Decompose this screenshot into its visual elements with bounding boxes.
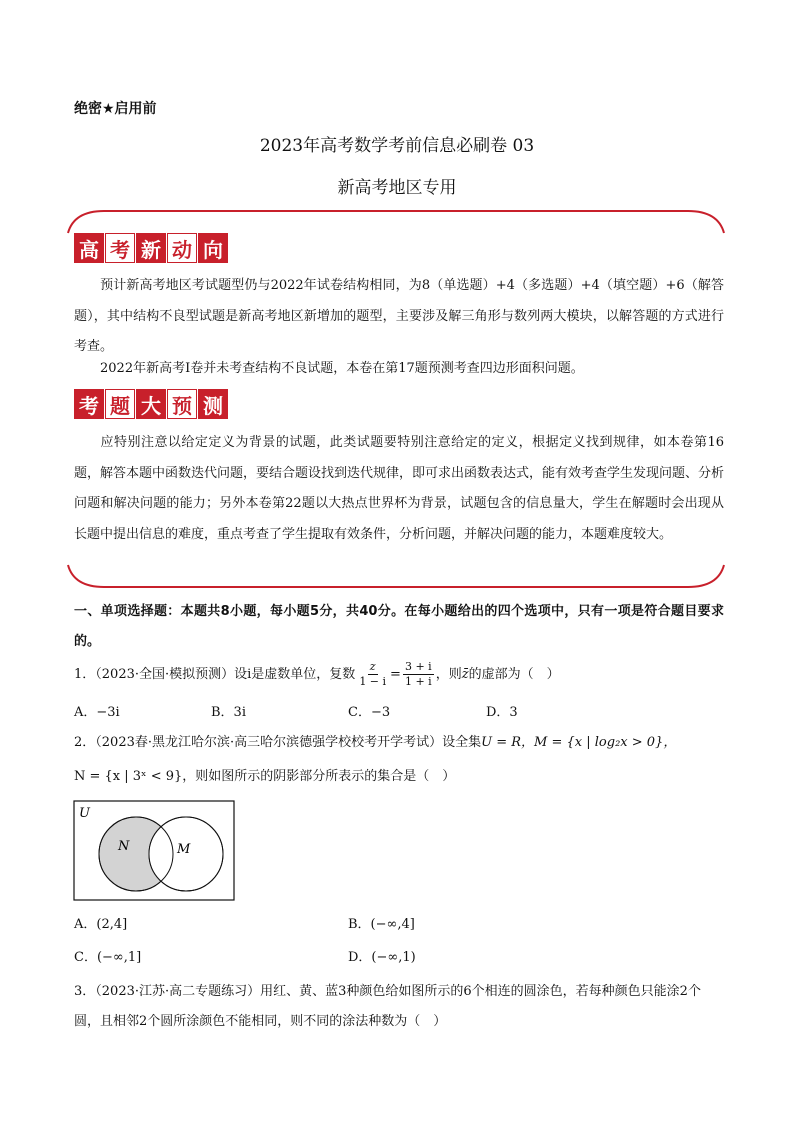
fraction xyxy=(357,660,388,689)
conjugate-z: z̄ xyxy=(461,667,469,682)
badge-char: 测 xyxy=(198,389,228,419)
equals-sign: = xyxy=(390,667,401,682)
question-text: 设全集 xyxy=(442,735,482,750)
q2-option-a: A．(2,4] xyxy=(74,917,128,932)
badge-char: 题 xyxy=(105,389,135,419)
question-number: 3． xyxy=(74,984,96,999)
question-text: ，则 xyxy=(435,667,462,682)
badge-char: 动 xyxy=(167,233,197,263)
q2-option-d: D．(−∞,1) xyxy=(348,950,416,965)
badge-new-trends xyxy=(74,233,228,263)
badge-char: 高 xyxy=(74,233,104,263)
intro-paragraph-2 xyxy=(74,354,724,385)
question-2-line-2 xyxy=(74,765,724,784)
q1-option-b: B．3i xyxy=(211,705,246,720)
q1-option-a: A．−3i xyxy=(74,705,120,720)
prediction-text: 应特别注意以给定定义为背景的试题，此类试题要特别注意给定的定义，根据定义找到规律，如本卷第16题，解答本题中函数迭代问题，要结合题设找到迭代规律，即可求出函数表达式，能有效考查学生发现问题、分析问题和解决问题的能力；另外本卷第22题以大热点世界杯为背景，试题包含的信息量大，学生在解题时会出现从长题中提出信息的难度，重点考查了学生提取有效条件，分析问题，并解决问题的能力，本题难度较大。 xyxy=(74,435,725,542)
prediction-paragraph xyxy=(74,428,724,550)
venn-label-n: N xyxy=(118,839,130,854)
paper-subtitle: 新高考地区专用 xyxy=(337,178,457,198)
venn-label-u: U xyxy=(79,806,90,821)
set-definition: U = R，M = {x | log₂x > 0}， xyxy=(481,735,677,750)
bottom-frame-curve xyxy=(64,563,728,593)
question-source: （2023春·黑龙江哈尔滨·高三哈尔滨德强学校校考开学考试） xyxy=(95,735,443,750)
badge-char: 考 xyxy=(105,233,135,263)
section-heading xyxy=(74,597,724,657)
q2-option-b: B．(−∞,4] xyxy=(348,917,415,932)
fraction-numerator: 3 + i xyxy=(404,660,432,673)
q1-option-d: D．3 xyxy=(486,705,518,720)
intro-text-1: 预计新高考地区考试题型仍与2022年试卷结构相同，为8（单选题）+4（多选题）+4（填空题）+6（解答题），其中结构不良型试题是新高考地区新增加的题型，主要涉及解三角形与数列两大模块，以解答题的方式进行考查。 xyxy=(74,278,724,354)
top-frame-curve xyxy=(64,205,728,235)
question-source: （2023·江苏·高二专题练习） xyxy=(95,984,261,999)
question-number: 2． xyxy=(74,735,96,750)
question-text: N = {x | 3ˣ < 9}，则如图所示的阴影部分所表示的集合是（ ） xyxy=(74,769,456,784)
confidential-label: 绝密★启用前 xyxy=(74,101,157,117)
section-heading-text: 一、单项选择题：本题共8小题，每小题5分，共40分。在每小题给出的四个选项中，只有一项是符合题目要求的。 xyxy=(74,604,724,649)
fraction-numerator: z xyxy=(369,660,376,673)
question-source: （2023·全国·模拟预测） xyxy=(95,667,235,682)
q1-option-c: C．−3 xyxy=(348,705,391,720)
badge-char: 向 xyxy=(198,233,228,263)
question-text: 的虚部为（ ） xyxy=(468,667,560,682)
badge-char: 大 xyxy=(136,389,166,419)
question-number: 1． xyxy=(74,667,96,682)
fraction-denominator: 1 − i xyxy=(359,675,387,688)
q2-option-c: C．(−∞,1] xyxy=(74,950,142,965)
badge-char: 新 xyxy=(136,233,166,263)
badge-char: 预 xyxy=(167,389,197,419)
question-text: 用红、黄、蓝3种颜色给如图所示的6个相连的圆涂色，若每种颜色只能涂2个圆，且相邻2个圆所涂颜色不能相同，则不同的涂法种数为（ ） xyxy=(74,984,701,1029)
question-text: 设i是虚数单位，复数 xyxy=(234,667,356,682)
paper-title: 2023年高考数学考前信息必刷卷 03 xyxy=(259,136,535,156)
question-2 xyxy=(74,731,724,750)
venn-label-m: M xyxy=(177,842,191,857)
fraction-denominator: 1 + i xyxy=(404,675,432,688)
question-1 xyxy=(74,660,724,689)
venn-diagram xyxy=(73,800,235,901)
intro-paragraph-1 xyxy=(74,271,724,363)
badge-exam-predictions xyxy=(74,389,228,419)
badge-char: 考 xyxy=(74,389,104,419)
intro-text-2: 2022年新高考Ⅰ卷并未考查结构不良试题，本卷在第17题预测考查四边形面积问题。 xyxy=(100,361,584,376)
fraction xyxy=(403,660,434,689)
question-3 xyxy=(74,977,724,1037)
